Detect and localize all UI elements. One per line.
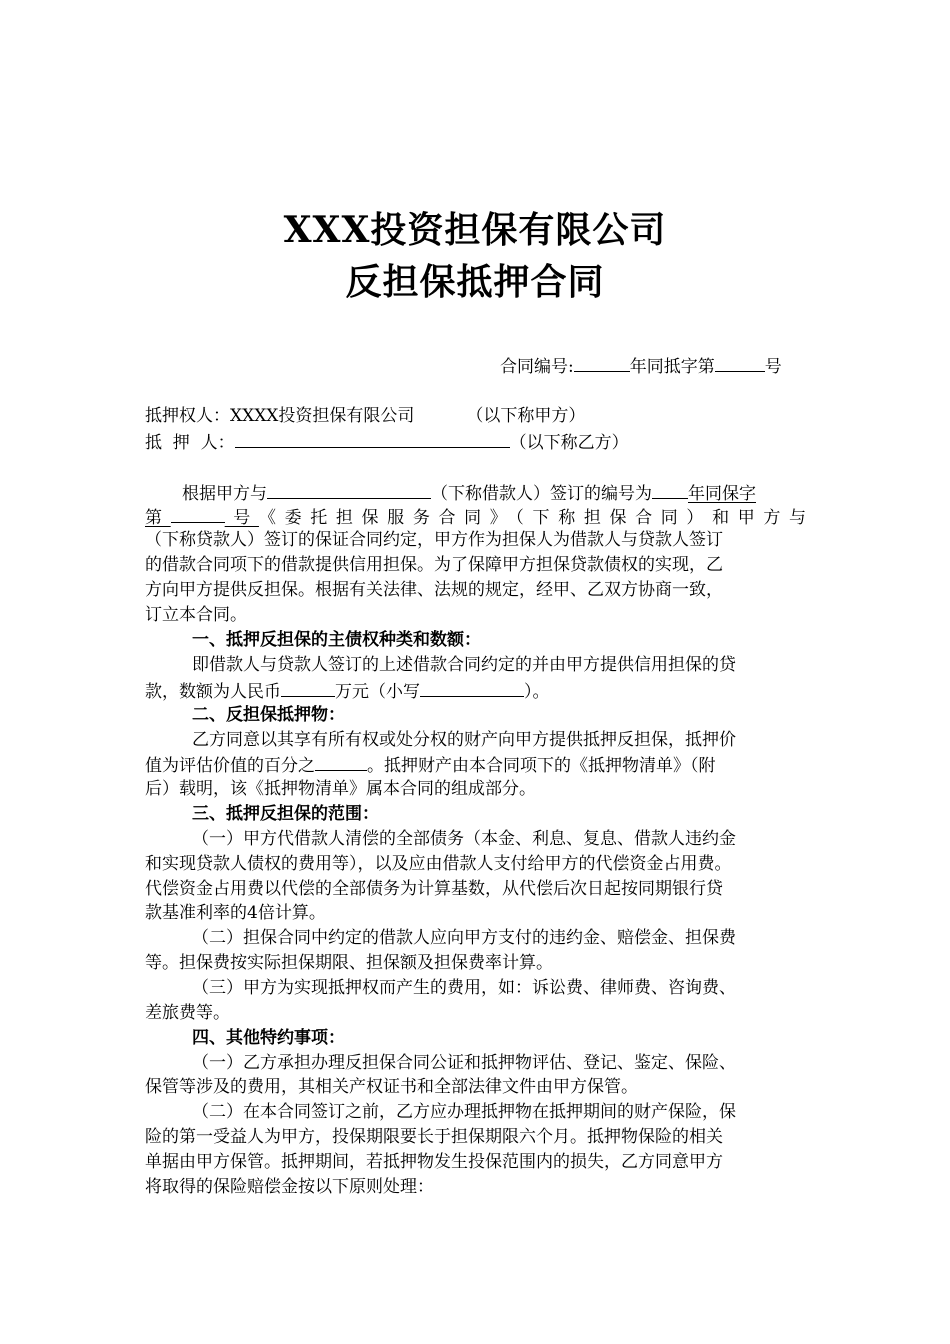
percent-blank [315, 752, 367, 771]
preamble-line-3: （下称贷款人）签订的保证合同约定，甲方作为担保人为借款人与贷款人签订 [145, 530, 723, 550]
amount-blank [281, 678, 335, 697]
section-3-item-2-line-2: 等。担保费按实际担保期限、担保额及担保费率计算。 [145, 953, 553, 973]
section-2-line-1: 乙方同意以其享有所有权或处分权的财产向甲方提供抵押反担保，抵押价 [192, 730, 736, 750]
section-4-item-1-line-1: （一）乙方承担办理反担保合同公证和抵押物评估、登记、鉴定、保险、 [192, 1053, 736, 1073]
guarantee-no-blank [652, 480, 688, 499]
guarantee-seq-blank [171, 504, 225, 523]
section-4-item-1-line-2: 保管等涉及的费用，其相关产权证书和全部法律文件由甲方保管。 [145, 1077, 638, 1097]
section-3-item-1-line-4: 款基准利率的4倍计算。 [145, 903, 326, 923]
mortgagee-note: （以下称甲方） [466, 406, 586, 426]
section-3-heading: 三、抵押反担保的范围： [192, 804, 379, 824]
preamble-line-4: 的借款合同项下的借款提供信用担保。为了保障甲方担保贷款债权的实现，乙 [145, 555, 723, 575]
mortgagor-blank [235, 429, 510, 448]
section-4-item-2-line-3: 单据由甲方保管。抵押期间，若抵押物发生投保范围内的损失，乙方同意甲方 [145, 1152, 723, 1172]
section-1-heading: 一、抵押反担保的主债权种类和数额： [192, 630, 481, 650]
section-2-heading: 二、反担保抵押物： [192, 705, 345, 725]
mortgagee-label: 抵押权人：XXXX投资担保有限公司 [145, 406, 415, 426]
mortgagee-line [145, 404, 585, 428]
section-4-item-2-line-4: 将取得的保险赔偿金按以下原则处理： [145, 1177, 434, 1197]
mortgagor-line [145, 429, 629, 455]
section-1-line-2: 款，数额为人民币 万元（小写 ）。 [145, 678, 550, 704]
preamble-line-2: 第 号《委托担保服务合同》（下称担保合同）和甲方与 [145, 504, 806, 530]
contract-number-end: 号 [764, 357, 782, 377]
section-3-item-1-line-1: （一）甲方代借款人清偿的全部债务（本金、利息、复息、借款人违约金 [192, 829, 736, 849]
section-3-item-3-line-2: 差旅费等。 [145, 1003, 230, 1023]
section-3-item-3-line-1: （三）甲方为实现抵押权而产生的费用，如：诉讼费、律师费、咨询费、 [192, 978, 736, 998]
preamble-line-6: 订立本合同。 [145, 605, 247, 625]
section-2-line-2: 值为评估价值的百分之 。抵押财产由本合同项下的《抵押物清单》（附 [145, 752, 716, 778]
preamble-line-1: 根据甲方与 （下称借款人）签订的编号为 年同保字 [182, 480, 756, 506]
section-3-item-1-line-2: 和实现贷款人债权的费用等），以及应由借款人支付给甲方的代偿资金占用费。 [145, 854, 732, 874]
borrower-blank [267, 480, 431, 499]
section-4-item-2-line-2: 险的第一受益人为甲方，投保期限要长于担保期限六个月。抵押物保险的相关 [145, 1127, 723, 1147]
preamble-line-5: 方向甲方提供反担保。根据有关法律、法规的规定，经甲、乙双方协商一致， [145, 580, 723, 600]
contract-seq-blank [715, 353, 765, 372]
contract-number-mid: 年同抵字第 [629, 357, 715, 377]
section-1-line-1: 即借款人与贷款人签订的上述借款合同约定的并由甲方提供信用担保的贷 [192, 655, 736, 675]
amount-figures-blank [420, 678, 524, 697]
contract-number-label: 合同编号: [500, 357, 574, 377]
section-2-line-3: 后）载明，该《抵押物清单》属本合同的组成部分。 [145, 779, 536, 799]
section-3-item-1-line-3: 代偿资金占用费以代偿的全部债务为计算基数，从代偿后次日起按同期银行贷 [145, 879, 723, 899]
company-title: XXX投资担保有限公司 [283, 209, 667, 251]
mortgagor-note: （以下称乙方） [509, 433, 629, 453]
contract-number [500, 353, 782, 379]
section-4-item-2-line-1: （二）在本合同签订之前，乙方应办理抵押物在抵押期间的财产保险，保 [192, 1102, 736, 1122]
contract-year-blank [574, 353, 630, 372]
section-3-item-2-line-1: （二）担保合同中约定的借款人应向甲方支付的违约金、赔偿金、担保费 [192, 928, 736, 948]
contract-title: 反担保抵押合同 [345, 261, 605, 303]
mortgagor-label: 抵 押 人： [145, 433, 235, 453]
section-4-heading: 四、其他特约事项： [192, 1028, 345, 1048]
